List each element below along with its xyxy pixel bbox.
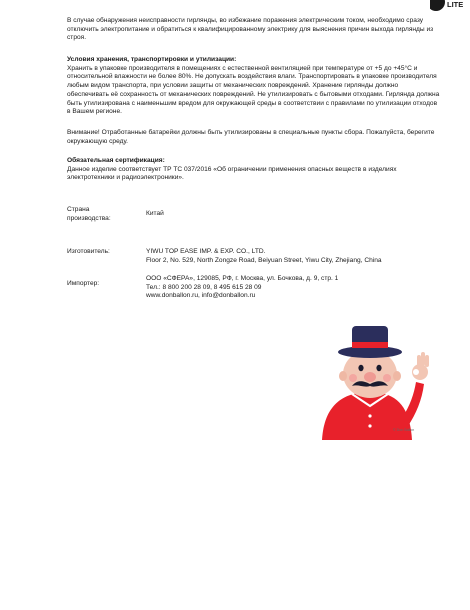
country-label: Страна производства: <box>67 206 111 222</box>
brand-logo <box>430 0 470 14</box>
intro-paragraph: В случае обнаружения неисправности гирлянды, во избежание поражения электрическим током, необходимо сразу отключить электропитание и обратиться к квалифицированному электрику для выяснения причин выхода гирлянды из строя. <box>67 17 434 42</box>
importer-phone: Тел.: 8 800 200 28 09, 8 495 615 28 09 <box>146 283 262 291</box>
certification-text: Данное изделие соответствует ТР ТС 037/2016 «Об ограничении применения опасных веществ в изделиях электротехники и радиоэлектроники». <box>67 165 397 182</box>
batteries-paragraph: Внимание! Отработанные батарейки должны быть утилизированы в специальные пункты сбора. Пожалуйста, берегите окружающую среду. <box>67 129 435 145</box>
importer-web: www.donballon.ru, info@donballon.ru <box>146 292 256 300</box>
storage-text: Хранить в упаковке производителя в помещениях с естественной вентиляцией при температуре от +5 до +45°С и относительной влажности не более 80%. Не допускать воздействия влаги. Транспортировать в упаковке производителя любым видом транспорта, при условии защиты от механических повреждений. Хранение гирлянды должно обеспечивать её сохранность от механических повреждений. Не утилизировать с бытовыми отходами. Гирлянда должна быть утилизирована с наименьшим вредом для окружающей среды в соответствии с правилами по утилизации отходов в Вашем регионе. <box>67 64 440 116</box>
manufacturer-label: Изготовитель: <box>67 248 110 255</box>
storage-heading: Условия хранения, транспортировки и утилизации: <box>67 56 237 63</box>
manufacturer-address: Floor 2, No. 529, North Zongze Road, Beiyuan Street, Yiwu City, Zhejiang, China <box>146 256 382 264</box>
importer-address: ООО «СФЕРА», 129085, РФ, г. Москва, ул. Бочкова, д. 9, стр. 1 <box>146 275 339 282</box>
importer-label: Импортер: <box>67 280 100 287</box>
importer-value <box>146 275 446 301</box>
certification-heading: Обязательная сертификация: <box>67 157 165 164</box>
mascot-credit: © Don Ballon <box>393 428 415 432</box>
storage-section <box>67 56 440 117</box>
country-value: Китай <box>146 210 164 217</box>
manufacturer-name: YIWU TOP EASE IMP. & EXP. CO., LTD. <box>146 248 266 255</box>
certification-section <box>67 157 440 183</box>
manufacturer-value <box>146 248 446 265</box>
brand-logo-text: LITE <box>447 0 464 9</box>
mascot-illustration <box>318 322 432 440</box>
